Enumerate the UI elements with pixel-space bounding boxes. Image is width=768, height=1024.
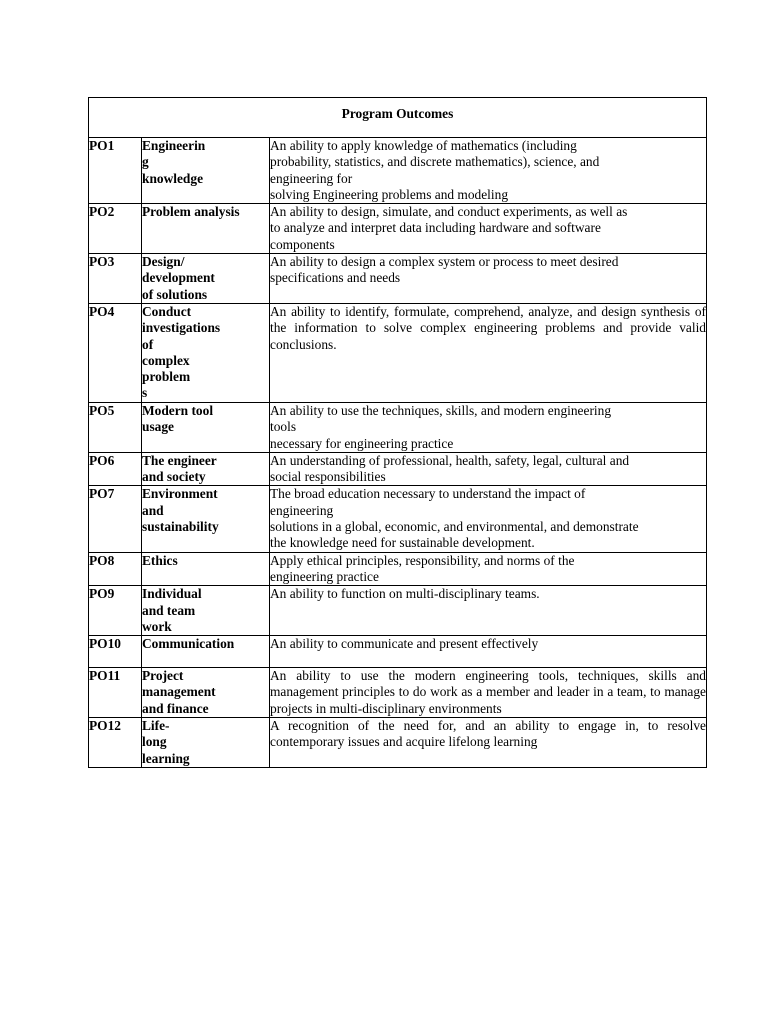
outcome-title-line: management <box>142 684 216 700</box>
outcome-row <box>89 486 707 552</box>
outcome-description <box>270 636 707 668</box>
outcome-row <box>89 586 707 636</box>
outcome-description-line: engineering <box>270 502 334 518</box>
outcome-title <box>142 254 270 304</box>
outcome-title-line: Design/ <box>142 254 185 270</box>
outcome-title-line: of <box>142 336 154 352</box>
outcome-title-line: The engineer <box>142 452 217 468</box>
outcome-description <box>270 718 707 768</box>
outcome-title-line: complex <box>142 352 190 368</box>
outcome-code: PO5 <box>89 402 142 452</box>
outcome-code: PO2 <box>89 204 142 254</box>
outcome-code: PO11 <box>89 668 142 718</box>
outcome-description-line: An ability to use the techniques, skills, and modern engineering <box>270 402 612 418</box>
outcome-title-line: long <box>142 734 167 750</box>
outcome-description-text: An ability to identify, formulate, comprehend, analyze, and design synthesis of the information to solve complex engineering problems and provide valid conclusions. <box>270 303 706 352</box>
outcome-row <box>89 138 707 204</box>
outcome-title-line: investigations <box>142 320 221 336</box>
outcome-title-line: and team <box>142 602 196 618</box>
outcome-title-line: usage <box>142 419 174 435</box>
outcome-title-line: Environment <box>142 486 218 502</box>
outcome-description <box>270 204 707 254</box>
outcome-title-line: development <box>142 270 215 286</box>
outcome-description-line: to analyze and interpret data including hardware and software <box>270 220 601 236</box>
outcome-title-line: of solutions <box>142 286 208 302</box>
outcome-description <box>270 402 707 452</box>
outcome-code: PO3 <box>89 254 142 304</box>
outcome-description-text: An ability to use the modern engineering tools, techniques, skills and management principles to do work as a member and leader in a team, to manage projects in multi-disciplinary environments <box>270 668 706 716</box>
outcome-description-line: necessary for engineering practice <box>270 435 454 451</box>
outcome-row <box>89 402 707 452</box>
outcome-title-line: g <box>142 154 149 170</box>
outcome-title-line: work <box>142 618 172 634</box>
outcome-title-line: Life- <box>142 718 170 734</box>
outcome-code: PO4 <box>89 303 142 402</box>
outcome-title-line: Communication <box>142 636 235 652</box>
outcome-description-line: the knowledge need for sustainable development. <box>270 535 535 551</box>
outcome-description-line: An understanding of professional, health, safety, legal, cultural and <box>270 452 630 468</box>
outcome-description-line: An ability to function on multi-disciplinary teams. <box>270 586 540 602</box>
outcome-title <box>142 303 270 402</box>
outcome-code: PO9 <box>89 586 142 636</box>
outcome-title <box>142 636 270 668</box>
outcome-code: PO12 <box>89 718 142 768</box>
outcome-title <box>142 586 270 636</box>
outcome-code: PO6 <box>89 452 142 486</box>
outcome-code: PO7 <box>89 486 142 552</box>
table-title: Program Outcomes <box>89 98 707 138</box>
outcome-row <box>89 303 707 402</box>
outcome-title <box>142 552 270 586</box>
outcome-description <box>270 552 707 586</box>
outcome-description-line: engineering for <box>270 170 353 186</box>
outcome-description <box>270 586 707 636</box>
outcome-description-line: components <box>270 236 335 252</box>
outcome-title <box>142 204 270 254</box>
outcome-title-line: Individual <box>142 586 202 602</box>
outcome-title <box>142 138 270 204</box>
outcome-title <box>142 452 270 486</box>
table-header-row <box>89 98 707 138</box>
outcome-title-line: and finance <box>142 700 209 716</box>
outcome-title-line: learning <box>142 750 190 766</box>
outcome-title <box>142 718 270 768</box>
outcome-description-line: tools <box>270 419 297 435</box>
outcome-title-line: Modern tool <box>142 402 214 418</box>
outcome-rows <box>89 138 707 768</box>
outcome-title-line: and <box>142 502 164 518</box>
outcome-title <box>142 402 270 452</box>
outcome-description-line: solutions in a global, economic, and environmental, and demonstrate <box>270 519 639 535</box>
outcome-title-line: Problem analysis <box>142 204 240 220</box>
outcome-row <box>89 452 707 486</box>
outcome-description <box>270 138 707 204</box>
outcome-description <box>270 254 707 304</box>
outcome-row <box>89 254 707 304</box>
outcome-title-line: sustainability <box>142 519 219 535</box>
outcome-description-line: An ability to design, simulate, and conduct experiments, as well as <box>270 204 628 220</box>
outcome-code: PO8 <box>89 552 142 586</box>
outcome-description-line: social responsibilities <box>270 469 386 485</box>
outcome-description-line: Apply ethical principles, responsibility, and norms of the <box>270 552 575 568</box>
outcome-description-text: A recognition of the need for, and an ability to engage in, to resolve contemporary issues and acquire lifelong learning <box>270 718 706 750</box>
outcome-description-line: An ability to design a complex system or process to meet desired <box>270 254 619 270</box>
outcome-description-line: An ability to apply knowledge of mathematics (including <box>270 138 577 153</box>
outcome-code: PO1 <box>89 138 142 204</box>
outcome-title <box>142 668 270 718</box>
outcome-title-line: Conduct <box>142 303 192 319</box>
program-outcomes-table <box>88 97 707 768</box>
outcome-description-line: engineering practice <box>270 568 379 584</box>
outcome-title-line: s <box>142 385 148 401</box>
outcome-row <box>89 636 707 668</box>
outcome-title <box>142 486 270 552</box>
outcome-description-line: The broad education necessary to understand the impact of <box>270 486 586 502</box>
outcome-title-line: knowledge <box>142 170 204 186</box>
outcome-row <box>89 718 707 768</box>
outcome-description-line: An ability to communicate and present effectively <box>270 636 539 652</box>
outcome-description-line: probability, statistics, and discrete mathematics), science, and <box>270 154 600 170</box>
outcome-row <box>89 552 707 586</box>
outcome-row <box>89 204 707 254</box>
outcome-title-line: Project <box>142 668 184 684</box>
outcome-row <box>89 668 707 718</box>
outcome-description <box>270 452 707 486</box>
outcome-description <box>270 668 707 718</box>
outcome-title-line: problem <box>142 369 191 385</box>
outcome-description <box>270 486 707 552</box>
outcome-description-line: specifications and needs <box>270 270 401 286</box>
outcome-title-line: Ethics <box>142 552 178 568</box>
outcome-description-line: solving Engineering problems and modeling <box>270 186 509 202</box>
outcome-description <box>270 303 707 402</box>
outcome-code: PO10 <box>89 636 142 668</box>
outcome-title-line: and society <box>142 469 206 485</box>
outcome-title-line: Engineerin <box>142 138 206 153</box>
